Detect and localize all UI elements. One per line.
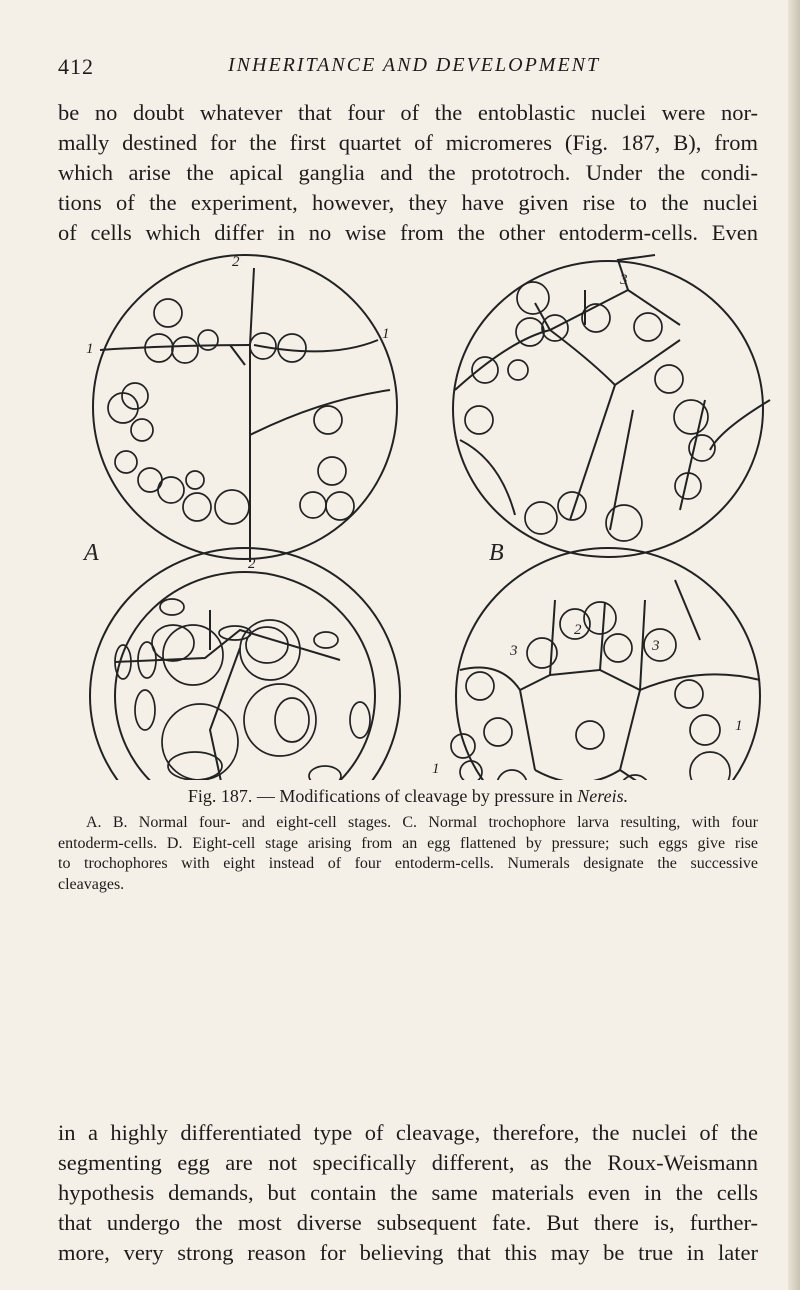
text-line: more, very strong reason for believing that this may be true in later (58, 1240, 758, 1265)
page-header (58, 54, 748, 84)
page-number: 412 (58, 54, 94, 79)
text-line: hypothesis demands, but contain the same materials even in the cells (58, 1180, 758, 1205)
caption-line: cleavages. (58, 875, 125, 893)
numeral-a-top: 2 (232, 254, 240, 270)
text-line: segmenting egg are not specifically different, as the Roux-Weismann (58, 1150, 758, 1175)
caption-line: A. B. Normal four- and eight-cell stages. C. Normal trochophore larva resulting, with four (86, 814, 758, 831)
numeral-d-top-left: 3 (510, 643, 518, 659)
paragraph-bottom (58, 1118, 758, 1268)
figure-caption-title (58, 786, 758, 807)
text-line: tions of the experiment, however, they have given rise to the nuclei (58, 190, 758, 215)
numeral-d-top-right: 3 (652, 638, 660, 654)
panel-label-b: B (489, 540, 504, 566)
running-head: INHERITANCE AND DEVELOPMENT (228, 54, 601, 76)
numeral-d-top: 2 (574, 622, 582, 638)
numeral-a-right: 1 (382, 326, 390, 342)
text-line: of cells which differ in no wise from the other entoderm-cells. Even (58, 220, 758, 245)
text-line: which arise the apical ganglia and the prototroch. Under the condi- (58, 160, 758, 185)
text-line: mally destined for the first quartet of micromeres (Fig. 187, B), from (58, 130, 758, 155)
panel-c-drawing (90, 548, 400, 780)
panel-label-a: A (84, 540, 99, 566)
panel-a-drawing (93, 255, 397, 562)
panel-d-drawing (451, 548, 760, 780)
numeral-d-left: 1 (432, 761, 440, 777)
caption-species: Nereis. (577, 786, 629, 806)
text-line: in a highly differentiated type of cleavage, therefore, the nuclei of the (58, 1120, 758, 1145)
panel-b-drawing (453, 255, 770, 557)
page-edge-shadow (788, 0, 800, 1290)
text-line: that undergo the most diverse subsequent fate. But there is, further- (58, 1210, 758, 1235)
numeral-a-bottom: 2 (248, 556, 256, 572)
paragraph-top (58, 98, 758, 248)
numeral-a-left: 1 (86, 341, 94, 357)
figure-caption-body (58, 813, 758, 895)
caption-line: entoderm-cells. D. Eight-cell stage arising from an egg flattened by pressure; such eggs give rise (58, 834, 758, 852)
numeral-b-top: 3 (620, 272, 628, 288)
caption-line: to trochophores with eight instead of four entoderm-cells. Numerals designate the successive (58, 855, 758, 872)
caption-title-text: Fig. 187. — Modifications of cleavage by pressure in (187, 786, 578, 806)
text-line: be no doubt whatever that four of the entoblastic nuclei were nor- (58, 100, 758, 125)
cleavage-illustration (80, 250, 780, 780)
numeral-d-right: 1 (735, 718, 743, 734)
figure-187 (80, 250, 780, 780)
